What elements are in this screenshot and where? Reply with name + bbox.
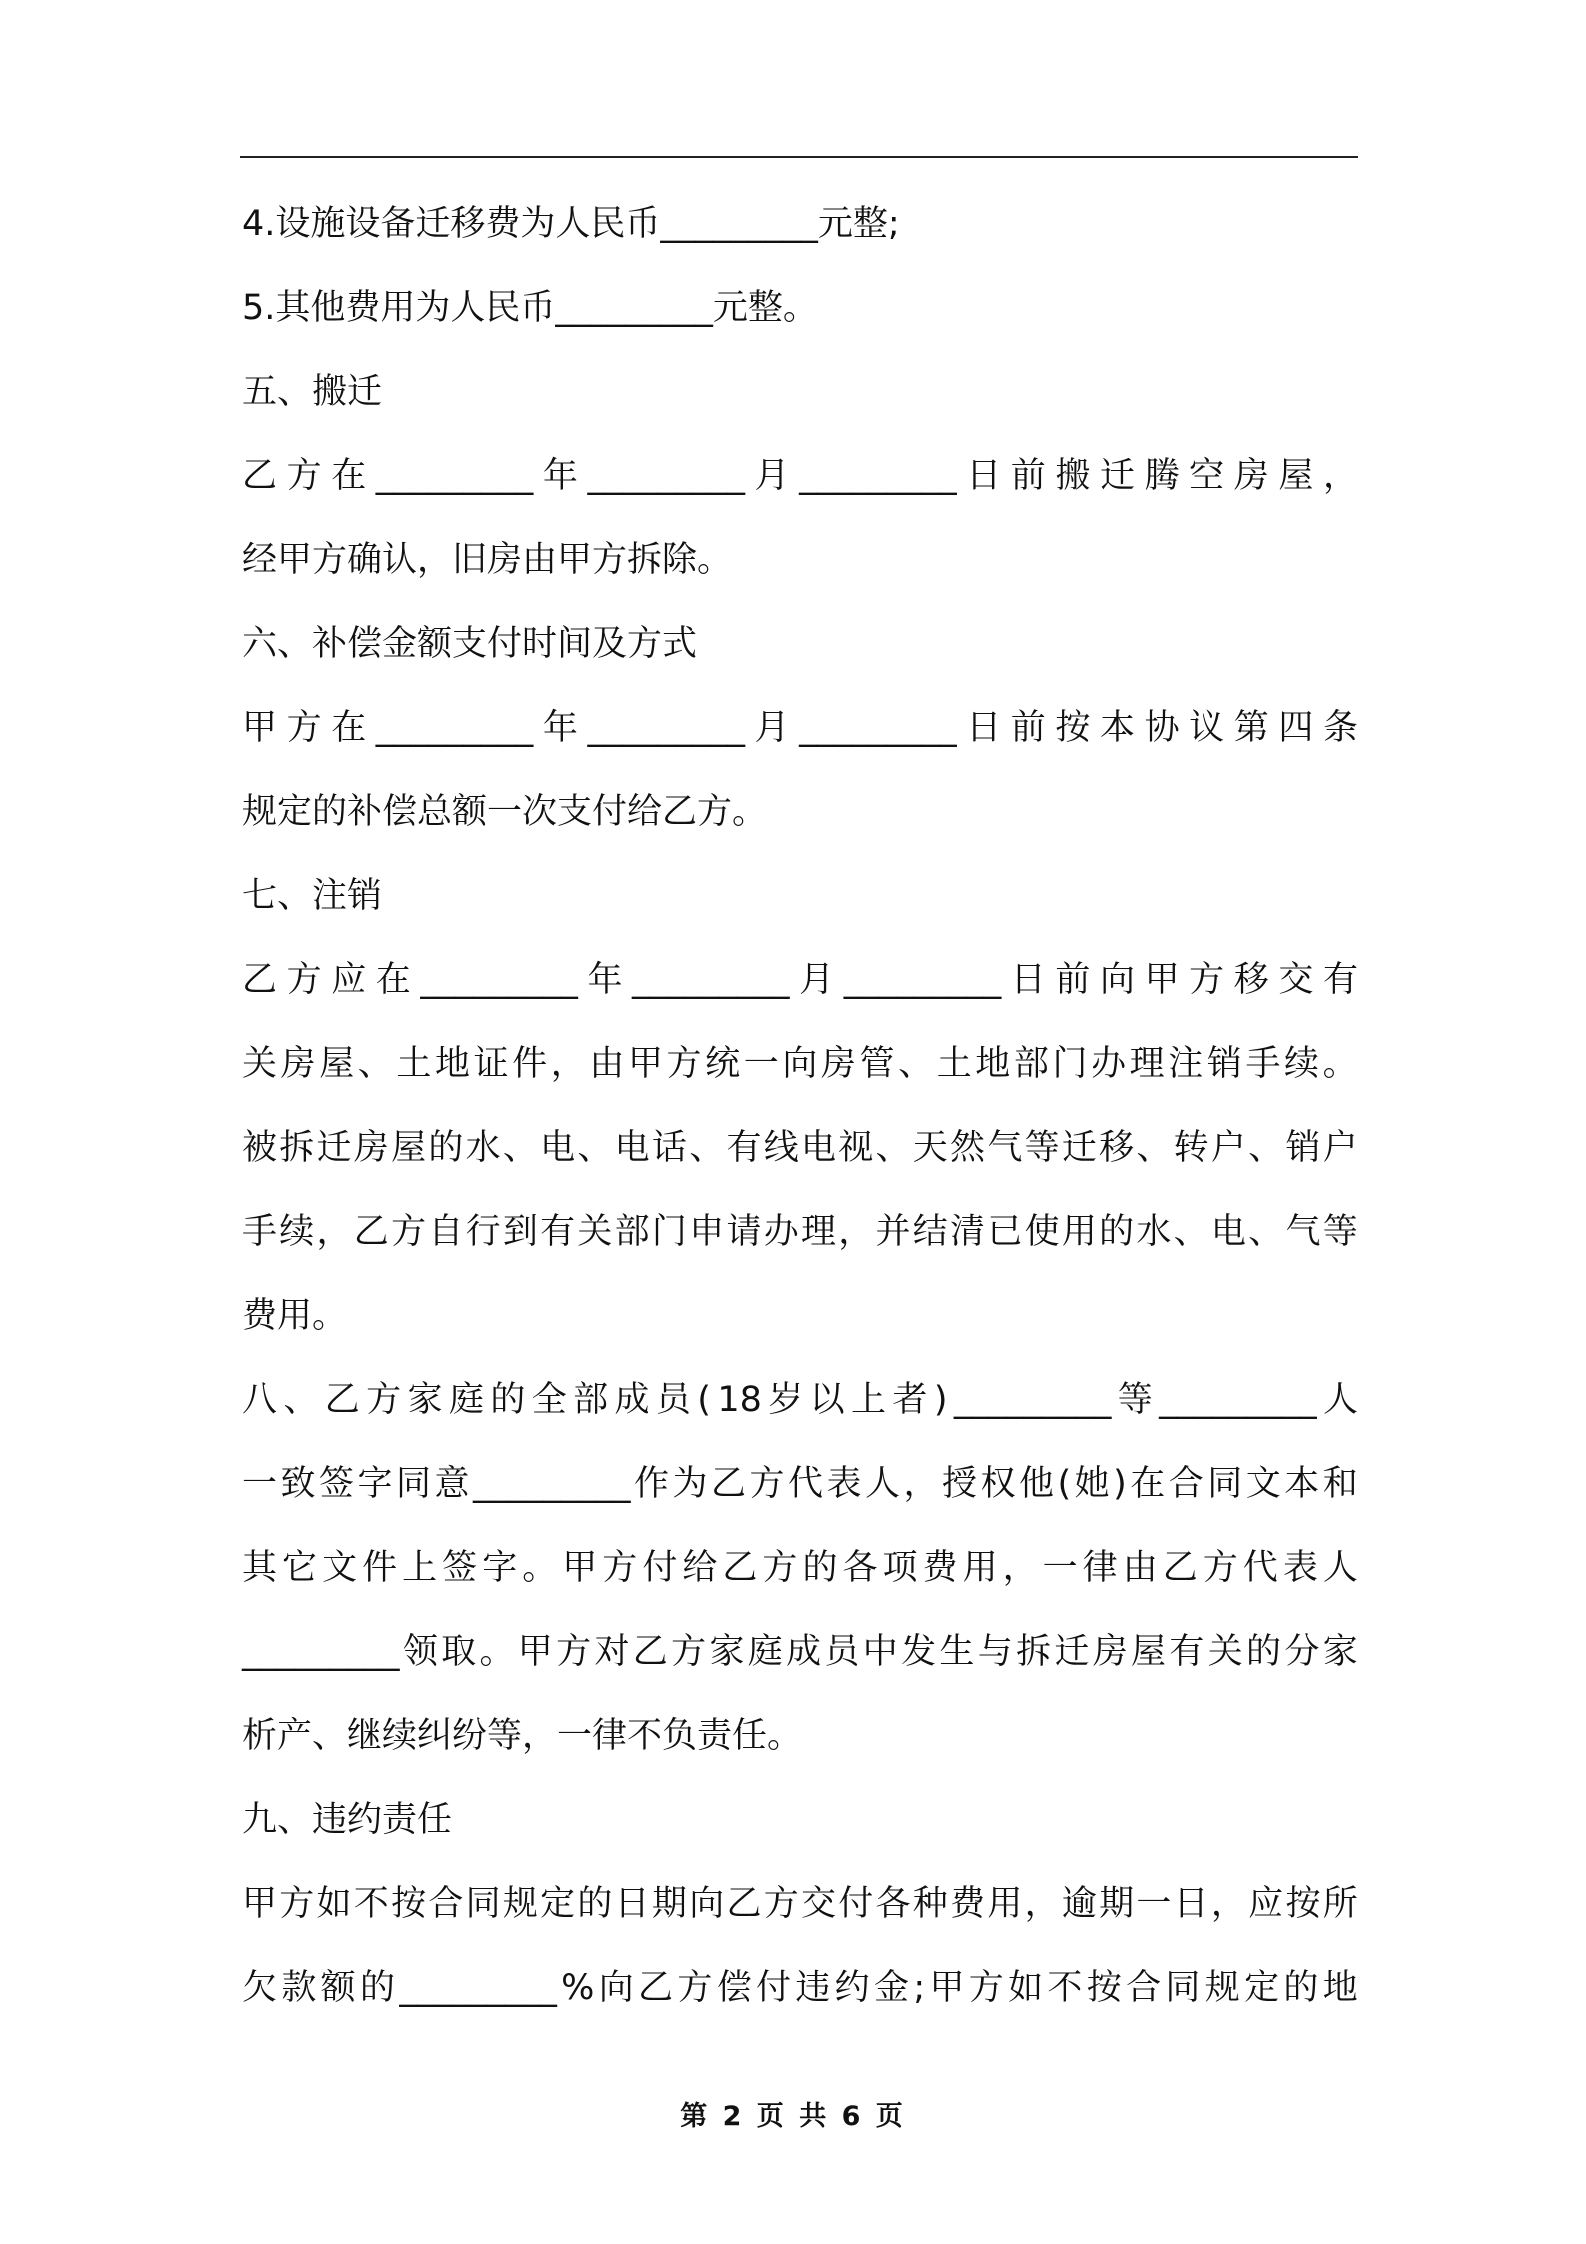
section-heading: 五、搬迁 — [242, 372, 383, 412]
text-line: 其 它 文 件 上 签 字 。 甲 方 付 给 乙 方 的 各 项 费 用 ， 一 律 由 乙 方 代 表 人 — [242, 1548, 1358, 1588]
text-line: _________ 领 取 。 甲 方 对 乙 方 家 庭 成 员 中 发 生 与 拆 迁 房 屋 有 关 的 分 家 — [242, 1632, 1358, 1672]
text-line: 乙 方 应 在 _________ 年 _________ 月 _________ 日 前 向 甲 方 移 交 有 — [242, 960, 1358, 1000]
text-line: 规定的补偿总额一次支付给乙方。 — [242, 792, 768, 832]
header-rule — [240, 156, 1358, 158]
text-line: 甲 方 在 _________ 年 _________ 月 _________ 日 前 按 本 协 议 第 四 条 — [242, 708, 1358, 748]
text-line: 关 房 屋 、 土 地 证 件 ， 由 甲 方 统 一 向 房 管 、 土 地 部 门 办 理 注 销 手 续 。 — [242, 1044, 1358, 1084]
text-line: 经甲方确认，旧房由甲方拆除。 — [242, 540, 733, 580]
text-line: 乙 方 在 _________ 年 _________ 月 _________ 日 前 搬 迁 腾 空 房 屋 ， — [242, 456, 1358, 496]
text-line: 被 拆 迁 房 屋 的 水 、 电 、 电 话 、 有 线 电 视 、 天 然 气 等 迁 移 、 转 户 、 销 户 — [242, 1128, 1358, 1168]
text-line: 甲 方 如 不 按 合 同 规 定 的 日 期 向 乙 方 交 付 各 种 费 用 ， 逾 期 一 日 ， 应 按 所 — [242, 1884, 1358, 1924]
text-line: 手 续 ， 乙 方 自 行 到 有 关 部 门 申 请 办 理 ， 并 结 清 已 使 用 的 水 、 电 、 气 等 — [242, 1212, 1358, 1252]
text-line: 费用。 — [242, 1296, 348, 1336]
section-heading: 七、注销 — [242, 876, 383, 916]
section-heading: 六、补偿金额支付时间及方式 — [242, 624, 698, 664]
text-line: 5.其他费用为人民币_________元整。 — [242, 288, 818, 328]
text-line: 一 致 签 字 同 意 _________ 作 为 乙 方 代 表 人 ， 授 权 他 ( 她 ) 在 合 同 文 本 和 — [242, 1464, 1358, 1504]
section-heading: 八 、 乙 方 家 庭 的 全 部 成 员 ( 18 岁 以 上 者 ) _________ 等 _________ 人 — [242, 1380, 1358, 1420]
section-heading: 九、违约责任 — [242, 1800, 453, 1840]
text-line: 4.设施设备迁移费为人民币_________元整; — [242, 204, 900, 244]
text-line: 欠 款 额 的 _________ % 向 乙 方 偿 付 违 约 金 ; 甲 方 如 不 按 合 同 规 定 的 地 — [242, 1968, 1358, 2008]
page-number: 第 2 页 共 6 页 — [680, 2101, 906, 2132]
text-line: 析产、继续纠纷等，一律不负责任。 — [242, 1716, 803, 1756]
